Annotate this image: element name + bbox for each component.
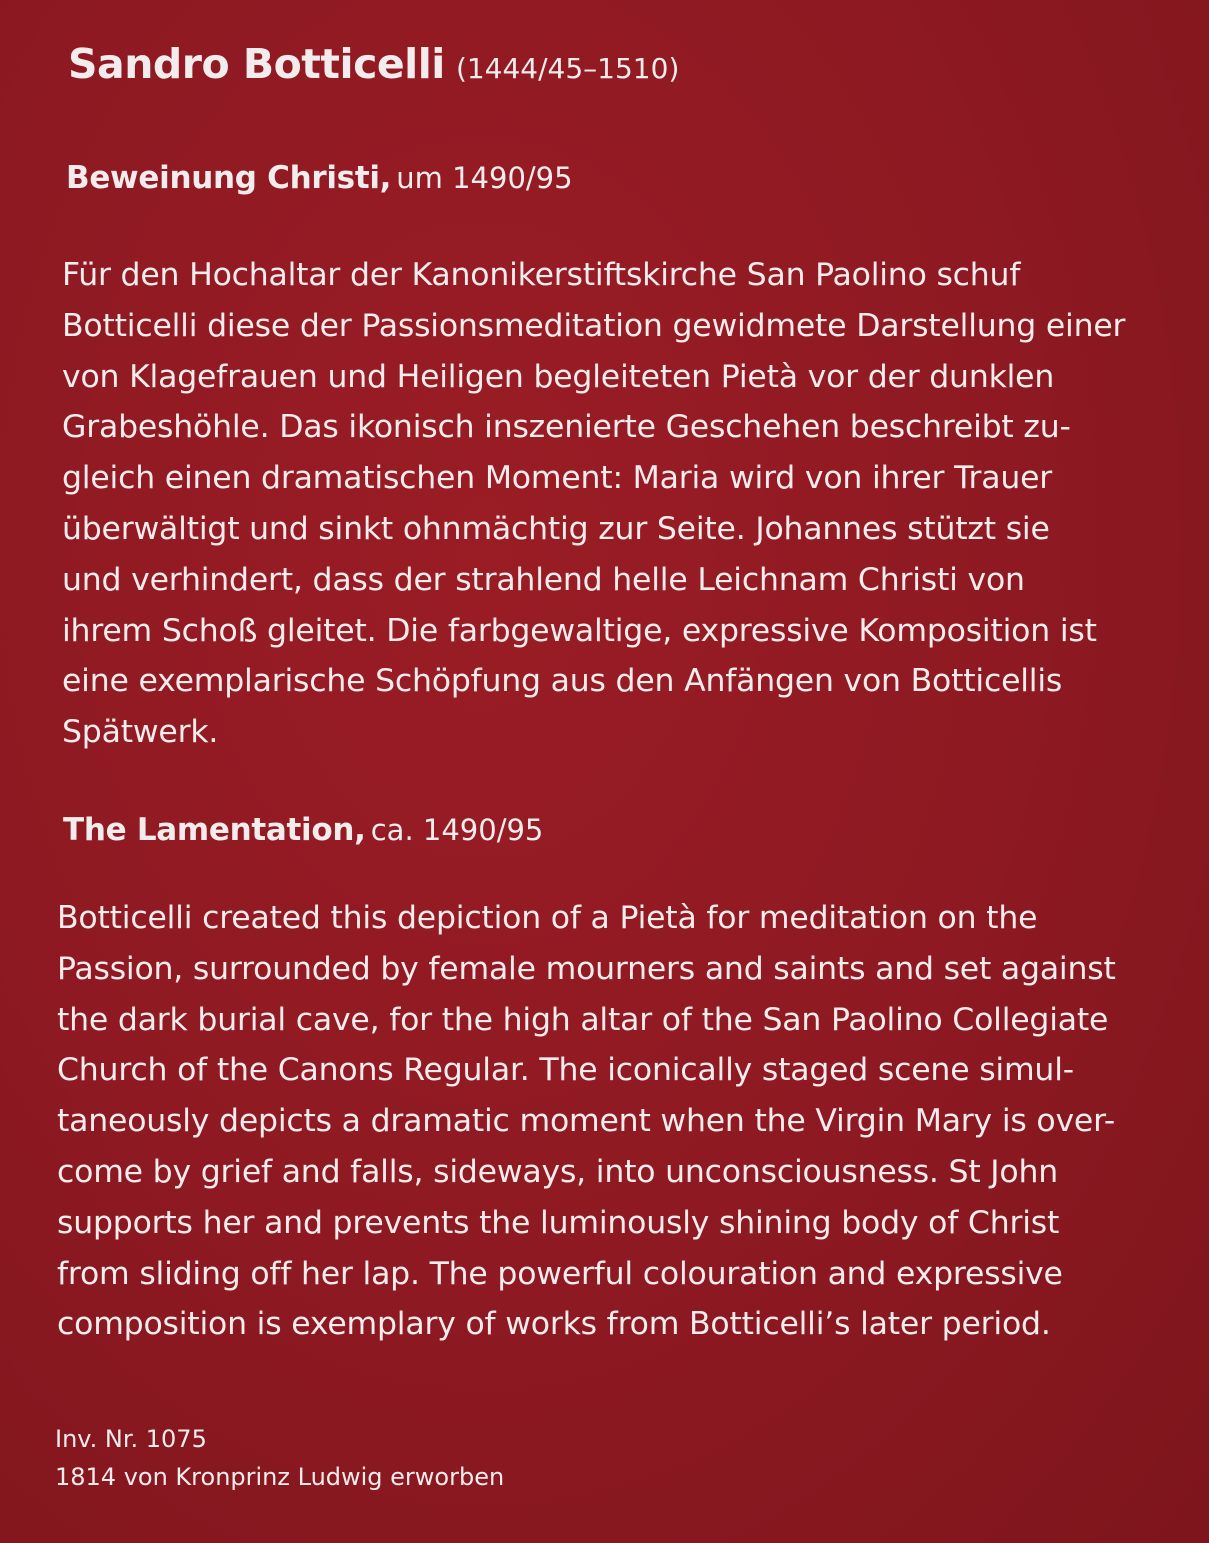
german-line: gleich einen dramatischen Moment: Maria wird von ihrer Trauer	[62, 460, 1053, 497]
german-line: überwältigt und sinkt ohnmächtig zur Seite. Johannes stützt sie	[62, 510, 1050, 547]
german-line: Botticelli diese der Passionsmeditation gewidmete Darstellung einer	[62, 307, 1126, 344]
english-line: supports her and prevents the luminously shining body of Christ	[57, 1204, 1060, 1241]
german-title-date: um 1490/95	[396, 161, 573, 195]
english-line: Church of the Canons Regular. The iconically staged scene simul-	[57, 1052, 1074, 1089]
english-line: taneously depicts a dramatic moment when the Virgin Mary is over-	[57, 1103, 1115, 1140]
english-title-date: ca. 1490/95	[370, 813, 544, 847]
german-line: Spätwerk.	[62, 714, 219, 751]
german-line: eine exemplarische Schöpfung aus den Anfängen von Botticellis	[62, 663, 1063, 700]
english-line: from sliding off her lap. The powerful colouration and expressive	[57, 1255, 1063, 1292]
provenance-footer	[55, 1420, 504, 1496]
english-title	[63, 812, 543, 848]
german-description	[62, 250, 1125, 758]
artist-name: Sandro Botticelli	[68, 40, 445, 88]
german-line: Grabeshöhle. Das ikonisch inszenierte Geschehen beschreibt zu-	[62, 409, 1071, 446]
inventory-number: Inv. Nr. 1075	[55, 1425, 207, 1453]
german-line: ihrem Schoß gleitet. Die farbgewaltige, expressive Komposition ist	[62, 612, 1097, 649]
english-description	[57, 893, 1116, 1350]
english-title-text: The Lamentation,	[63, 812, 366, 848]
german-title-text: Beweinung Christi,	[66, 160, 392, 196]
german-line: und verhindert, dass der strahlend helle Leichnam Christi von	[62, 561, 1025, 598]
english-line: Passion, surrounded by female mourners and saints and set against	[57, 950, 1116, 987]
english-line: come by grief and falls, sideways, into unconsciousness. St John	[57, 1153, 1058, 1190]
english-line: the dark burial cave, for the high altar of the San Paolino Collegiate	[57, 1001, 1109, 1038]
artist-dates: (1444/45–1510)	[455, 52, 680, 85]
german-line: Für den Hochaltar der Kanonikerstiftskirche San Paolino schuf	[62, 257, 1021, 293]
german-line: von Klagefrauen und Heiligen begleiteten Pietà vor der dunklen	[62, 358, 1055, 395]
acquisition-note: 1814 von Kronprinz Ludwig erworben	[55, 1463, 505, 1491]
english-line: composition is exemplary of works from Botticelli’s later period.	[57, 1306, 1051, 1343]
german-title	[66, 160, 573, 196]
english-line: Botticelli created this depiction of a Pietà for meditation on the	[57, 900, 1038, 936]
artist-heading	[68, 40, 679, 88]
